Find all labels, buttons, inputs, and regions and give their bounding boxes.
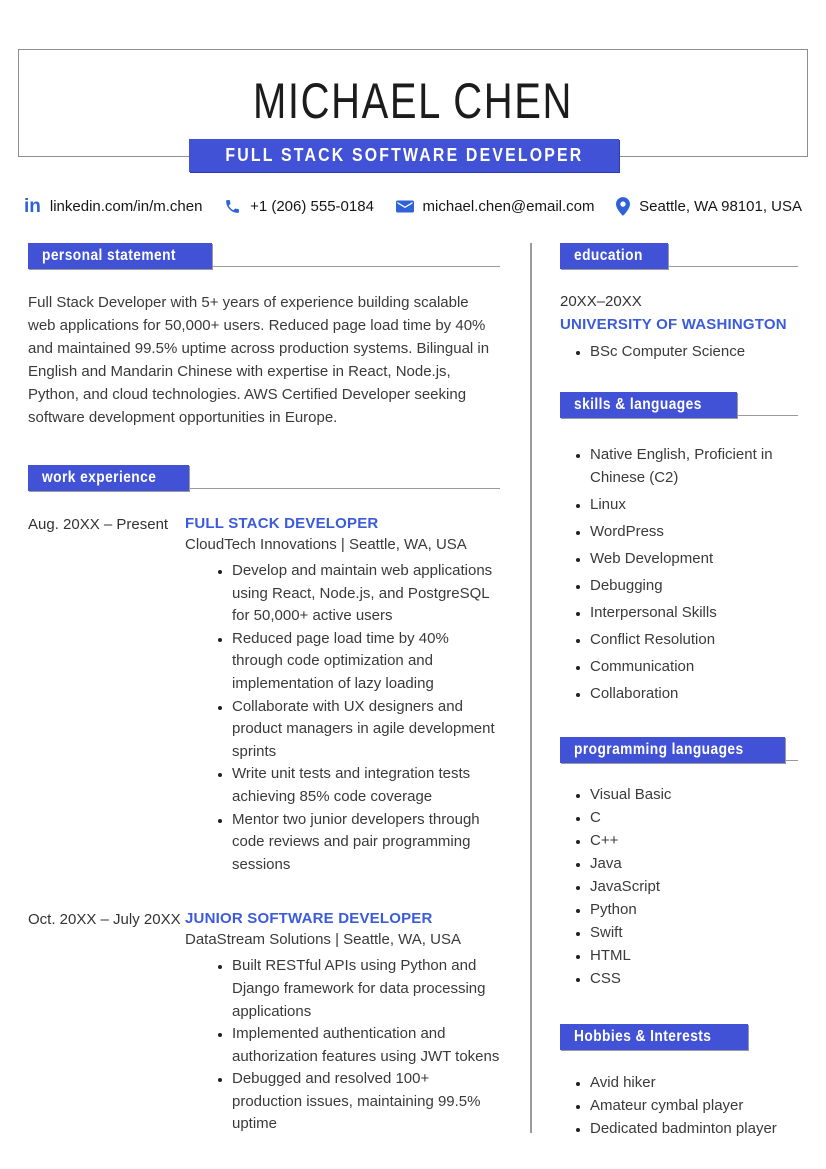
contact-location	[616, 197, 802, 216]
hobby-item: • Amateur cymbal player	[590, 1094, 798, 1117]
section-hobbies-header	[560, 1021, 798, 1047]
personal-statement-text: Full Stack Developer with 5+ years of experience building scalable web applications for 50,000+ users. Reduced page load time by 40% and maintained 99.5% uptime across production systems. Bilingual in English and Mandarin Chinese with expertise in React, Node.js, Python, and cloud technologies. AWS Certified Developer seeking software development opportunities in Europe.	[28, 294, 490, 426]
personal-statement-heading: personal statement	[42, 247, 176, 264]
job-bullet: • Develop and maintain web applications using React, Node.js, and PostgreSQL for 50,000+ active users	[232, 560, 500, 628]
hobbies-list	[560, 1071, 798, 1140]
skills-list	[560, 443, 798, 705]
work-experience-badge	[28, 465, 189, 491]
phone-value: +1 (206) 555-0184	[250, 197, 374, 215]
section-programming-header	[560, 734, 798, 761]
job-bullet: • Reduced page load time by 40% through code optimization and implementation of lazy loading	[232, 628, 500, 696]
skill-item: • Communication	[590, 655, 798, 678]
job-entry	[28, 910, 500, 1136]
education-item: • BSc Computer Science	[590, 340, 798, 363]
section-personal-statement-header	[28, 240, 500, 267]
programming-list	[560, 783, 798, 990]
programming-item: • CSS	[590, 967, 798, 990]
education-dates: 20XX–20XX	[560, 293, 642, 310]
education-heading: education	[574, 247, 643, 264]
skill-item: • WordPress	[590, 520, 798, 543]
job-bullet: • Built RESTful APIs using Python and Django framework for data processing applications	[232, 955, 500, 1023]
skills-badge	[560, 392, 737, 418]
skill-item: • Linux	[590, 493, 798, 516]
section-work-experience-header	[28, 462, 500, 489]
contact-email	[396, 198, 595, 215]
programming-item: • C++	[590, 829, 798, 852]
job-body	[185, 910, 500, 1136]
education-school: UNIVERSITY OF WASHINGTON	[560, 316, 787, 333]
skill-item: • Conflict Resolution	[590, 628, 798, 651]
email-icon	[396, 199, 414, 214]
programming-item: • Visual Basic	[590, 783, 798, 806]
job-body	[185, 515, 500, 876]
contact-linkedin	[24, 197, 202, 216]
personal-statement-badge	[28, 243, 212, 269]
linkedin-icon: in	[24, 195, 41, 217]
skill-item: • Interpersonal Skills	[590, 601, 798, 624]
email-value: michael.chen@email.com	[422, 197, 595, 215]
job-bullet-list	[185, 955, 500, 1136]
work-experience-heading: work experience	[42, 469, 157, 486]
job-title-text: FULL STACK SOFTWARE DEVELOPER	[224, 145, 584, 165]
job-entry	[28, 515, 500, 876]
job-dates: Aug. 20XX – Present	[28, 516, 169, 533]
education-list	[560, 340, 798, 363]
hobby-item: • Avid hiker	[590, 1071, 798, 1094]
job-title: JUNIOR SOFTWARE DEVELOPER	[185, 910, 433, 928]
phone-icon	[224, 198, 241, 215]
skill-item: • Native English, Proficient in Chinese (C2)	[590, 443, 798, 489]
skill-item: • Web Development	[590, 547, 798, 570]
programming-item: • Java	[590, 852, 798, 875]
job-company: DataStream Solutions | Seattle, WA, USA	[185, 931, 461, 949]
programming-item: • JavaScript	[590, 875, 798, 898]
location-value: Seattle, WA 98101, USA	[639, 197, 802, 215]
job-title-banner	[189, 139, 619, 172]
contact-row	[24, 192, 802, 220]
programming-heading: programming languages	[574, 741, 744, 758]
programming-item: • HTML	[590, 944, 798, 967]
candidate-name: MICHAEL CHEN	[252, 73, 573, 129]
programming-item: • C	[590, 806, 798, 829]
job-bullet: • Write unit tests and integration tests achieving 85% code coverage	[232, 763, 500, 808]
section-education-header	[560, 240, 798, 267]
education-badge	[560, 243, 668, 269]
hobby-item: • Dedicated badminton player	[590, 1117, 798, 1140]
column-divider	[530, 243, 532, 1133]
contact-phone	[224, 198, 374, 215]
programming-item: • Python	[590, 898, 798, 921]
location-pin-icon	[616, 197, 630, 216]
linkedin-value: linkedin.com/in/m.chen	[49, 197, 203, 215]
skills-heading: skills & languages	[574, 396, 702, 413]
job-company: CloudTech Innovations | Seattle, WA, USA	[185, 536, 467, 553]
skill-item: • Collaboration	[590, 682, 798, 705]
left-column	[28, 240, 500, 1136]
skill-item: • Debugging	[590, 574, 798, 597]
job-bullet: • Implemented authentication and authorization features using JWT tokens	[232, 1023, 500, 1068]
job-dates: Oct. 20XX – July 20XX	[28, 911, 181, 929]
section-skills-header	[560, 389, 798, 416]
programming-badge	[560, 737, 785, 763]
hobbies-heading: Hobbies & Interests	[574, 1028, 712, 1045]
job-bullet: • Collaborate with UX designers and product managers in agile development sprints	[232, 696, 500, 764]
programming-item: • Swift	[590, 921, 798, 944]
job-bullet: • Mentor two junior developers through code reviews and pair programming sessions	[232, 809, 500, 877]
job-bullet: • Debugged and resolved 100+ production issues, maintaining 99.5% uptime	[232, 1068, 500, 1136]
job-bullet-list	[185, 560, 500, 876]
right-column	[560, 240, 798, 1140]
job-title: FULL STACK DEVELOPER	[185, 515, 379, 532]
hobbies-badge	[560, 1024, 748, 1050]
